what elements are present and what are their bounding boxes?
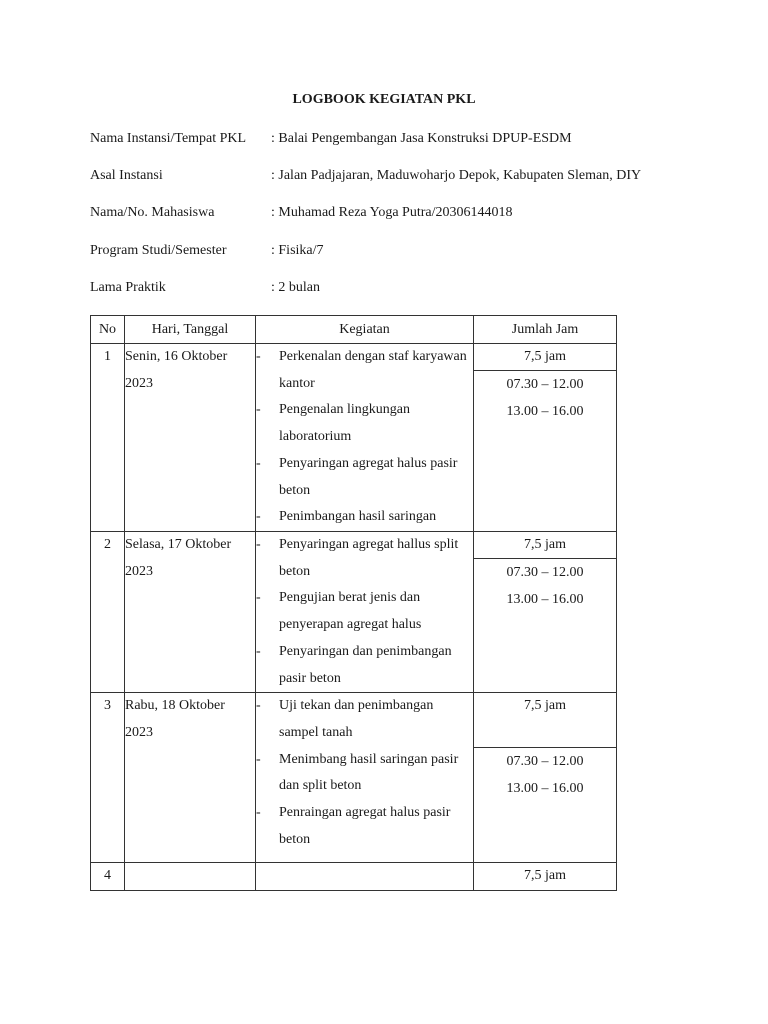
list-item: - Penraingan agregat halus pasir beton xyxy=(256,805,451,847)
info-label: Asal Instansi xyxy=(90,168,163,183)
row-activities xyxy=(256,344,474,532)
hours-total: 7,5 jam xyxy=(474,693,616,748)
row-date: Senin, 16 Oktober 2023 xyxy=(125,344,256,532)
row-hours xyxy=(474,863,617,891)
row-number: 2 xyxy=(91,532,125,693)
row-activities xyxy=(256,693,474,863)
info-label: Lama Praktik xyxy=(90,280,166,295)
logbook-table xyxy=(90,315,617,891)
header-date: Hari, Tanggal xyxy=(125,316,256,344)
row-hours xyxy=(474,532,617,693)
info-row-lama-praktik xyxy=(90,280,710,300)
row-number: 4 xyxy=(91,863,125,891)
hours-total: 7,5 jam xyxy=(474,344,616,371)
header-no: No xyxy=(91,316,125,344)
list-item: - Penyaringan dan penimbangan pasir beton xyxy=(256,643,452,686)
info-row-instansi xyxy=(90,131,710,151)
row-date: Rabu, 18 Oktober 2023 xyxy=(125,693,256,863)
list-item: - Penyaringan agregat hallus split beton xyxy=(256,537,459,579)
document-title: LOGBOOK KEGIATAN PKL xyxy=(292,92,476,107)
info-value: : Jalan Padjajaran, Maduwoharjo Depok, Kabupaten Sleman, DIY xyxy=(271,168,642,183)
hours-total: 7,5 jam xyxy=(524,868,566,884)
header-hours: Jumlah Jam xyxy=(474,316,617,344)
list-item: - Pengenalan lingkungan laboratorium xyxy=(256,402,411,445)
info-row-mahasiswa xyxy=(90,205,710,225)
info-value: : Fisika/7 xyxy=(271,243,324,258)
list-item: - Menimbang hasil saringan pasir dan split beton xyxy=(256,751,459,794)
table-row xyxy=(91,344,617,532)
list-item: - Pengujian berat jenis dan penyerapan agregat halus xyxy=(256,590,422,633)
row-activities xyxy=(256,863,474,891)
table-row xyxy=(91,693,617,863)
table-row xyxy=(91,863,617,891)
row-hours xyxy=(474,344,617,532)
row-hours xyxy=(474,693,617,863)
row-number: 3 xyxy=(91,693,125,863)
info-label: Nama Instansi/Tempat PKL xyxy=(90,131,247,146)
hours-times: 07.30 – 12.00 13.00 – 16.00 xyxy=(506,565,584,607)
list-item: - Penyaringan agregat halus pasir beton xyxy=(256,455,458,498)
list-item: - Perkenalan dengan staf karyawan kantor xyxy=(256,349,467,391)
row-date xyxy=(125,863,256,891)
row-activities xyxy=(256,532,474,693)
row-number: 1 xyxy=(91,344,125,532)
list-item: - Uji tekan dan penimbangan sampel tanah xyxy=(256,698,434,740)
list-item: - Penimbangan hasil saringan xyxy=(256,509,437,525)
info-row-program-studi xyxy=(90,243,710,263)
info-value: : Balai Pengembangan Jasa Konstruksi DPUP-ESDM xyxy=(271,131,572,146)
header-activities: Kegiatan xyxy=(256,316,474,344)
info-label: Nama/No. Mahasiswa xyxy=(90,205,215,220)
info-value: : 2 bulan xyxy=(271,280,320,295)
info-label: Program Studi/Semester xyxy=(90,243,227,258)
hours-total: 7,5 jam xyxy=(474,532,616,559)
hours-times: 07.30 – 12.00 13.00 – 16.00 xyxy=(506,754,584,796)
table-header-row xyxy=(91,316,617,344)
info-row-asal-instansi xyxy=(90,168,710,188)
info-value: : Muhamad Reza Yoga Putra/20306144018 xyxy=(271,205,513,220)
row-date: Selasa, 17 Oktober 2023 xyxy=(125,532,256,693)
table-row xyxy=(91,532,617,693)
hours-times: 07.30 – 12.00 13.00 – 16.00 xyxy=(506,377,584,419)
